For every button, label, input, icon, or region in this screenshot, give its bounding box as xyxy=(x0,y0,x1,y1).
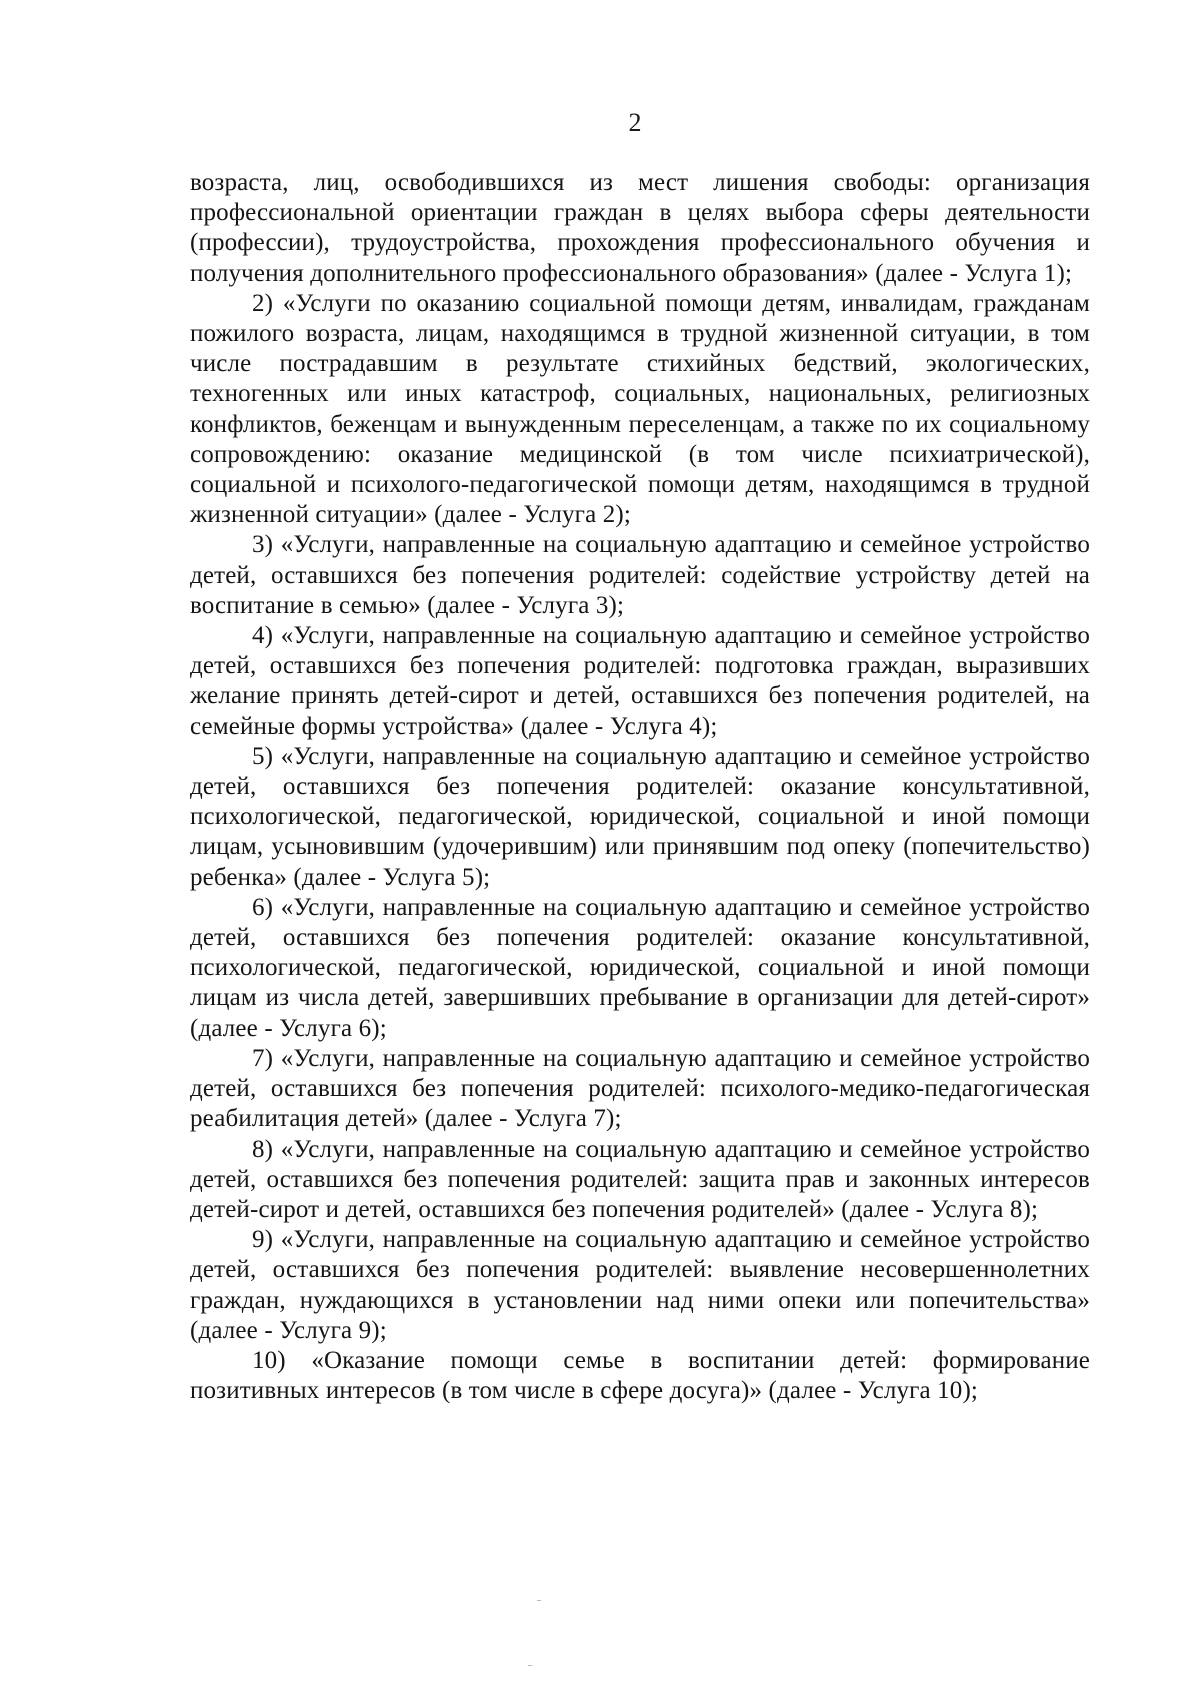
list-item-9: 9) «Услуги, направленные на социальную адаптацию и семейное устройство детей, оставшихся без попечения родителей: выявление несовершеннолетних граждан, нуждающихся в установлении над ними опеки или попечительства» (далее - Услуга 9); xyxy=(190,1226,1090,1344)
list-item-3: 3) «Услуги, направленные на социальную адаптацию и семейное устройство детей, оставшихся без попечения родителей: содействие устройству детей на воспитание в семью» (далее - Услуга 3); xyxy=(190,531,1090,619)
list-item-10: 10) «Оказание помощи семье в воспитании детей: формирование позитивных интересов (в том числе в сфере досуга)» (далее - Услуга 10); xyxy=(190,1346,1090,1405)
page-number: 2 xyxy=(628,108,642,137)
list-item-7: 7) «Услуги, направленные на социальную адаптацию и семейное устройство детей, оставшихся без попечения родителей: психолого-медико-педагогическая реабилитация детей» (далее - Услуга 7); xyxy=(190,1044,1090,1133)
scan-artifact xyxy=(528,1665,532,1666)
list-item-2: 2) «Услуги по оказанию социальной помощи детям, инвалидам, гражданам пожилого возраста, лицам, находящимся в трудной жизненной ситуации, в том числе пострадавшим в результате стихийных бедствий, экологических, техногенных или иных катастроф, социальных, национальных, религиозных конфликтов, беженцам и вынужденным переселенцам, а также по их социальному сопровождению: оказание медицинской (в том числе психиатрической), социальной и психолого-педагогической помощи детям, находящимся в трудной жизненной ситуации» (далее - Услуга 2); xyxy=(190,289,1090,529)
list-item-8: 8) «Услуги, направленные на социальную адаптацию и семейное устройство детей, оставшихся без попечения родителей: защита прав и законных интересов детей-сирот и детей, оставшихся без попечения родителей» (далее - Услуга 8); xyxy=(190,1135,1090,1223)
list-item-6: 6) «Услуги, направленные на социальную адаптацию и семейное устройство детей, оставшихся без попечения родителей: оказание консультативной, психологической, педагогической, юридической, социальной и иной помощи лицам из числа детей, завершивших пребывание в организации для детей-сирот» (далее - Услуга 6); xyxy=(190,893,1090,1042)
paragraph-continuation: возраста, лиц, освободившихся из мест лишения свободы: организация профессиональной ориентации граждан в целях выбора сферы деятельности (профессии), трудоустройства, прохождения профессионального обучения и получения дополнительного профессионального образования» (далее - Услуга 1); xyxy=(190,169,1090,287)
list-item-4: 4) «Услуги, направленные на социальную адаптацию и семейное устройство детей, оставшихся без попечения родителей: подготовка граждан, выразивших желание принять детей-сирот и детей, оставшихся без попечения родителей, на семейные формы устройства» (далее - Услуга 4); xyxy=(190,622,1090,740)
document-body xyxy=(190,168,1090,1406)
scan-artifact xyxy=(537,1600,541,1601)
list-item-5: 5) «Услуги, направленные на социальную адаптацию и семейное устройство детей, оставшихся без попечения родителей: оказание консультативной, психологической, педагогической, юридической, социальной и иной помощи лицам, усыновившим (удочерившим) или принявшим под опеку (попечительство) ребенка» (далее - Услуга 5); xyxy=(190,742,1090,891)
